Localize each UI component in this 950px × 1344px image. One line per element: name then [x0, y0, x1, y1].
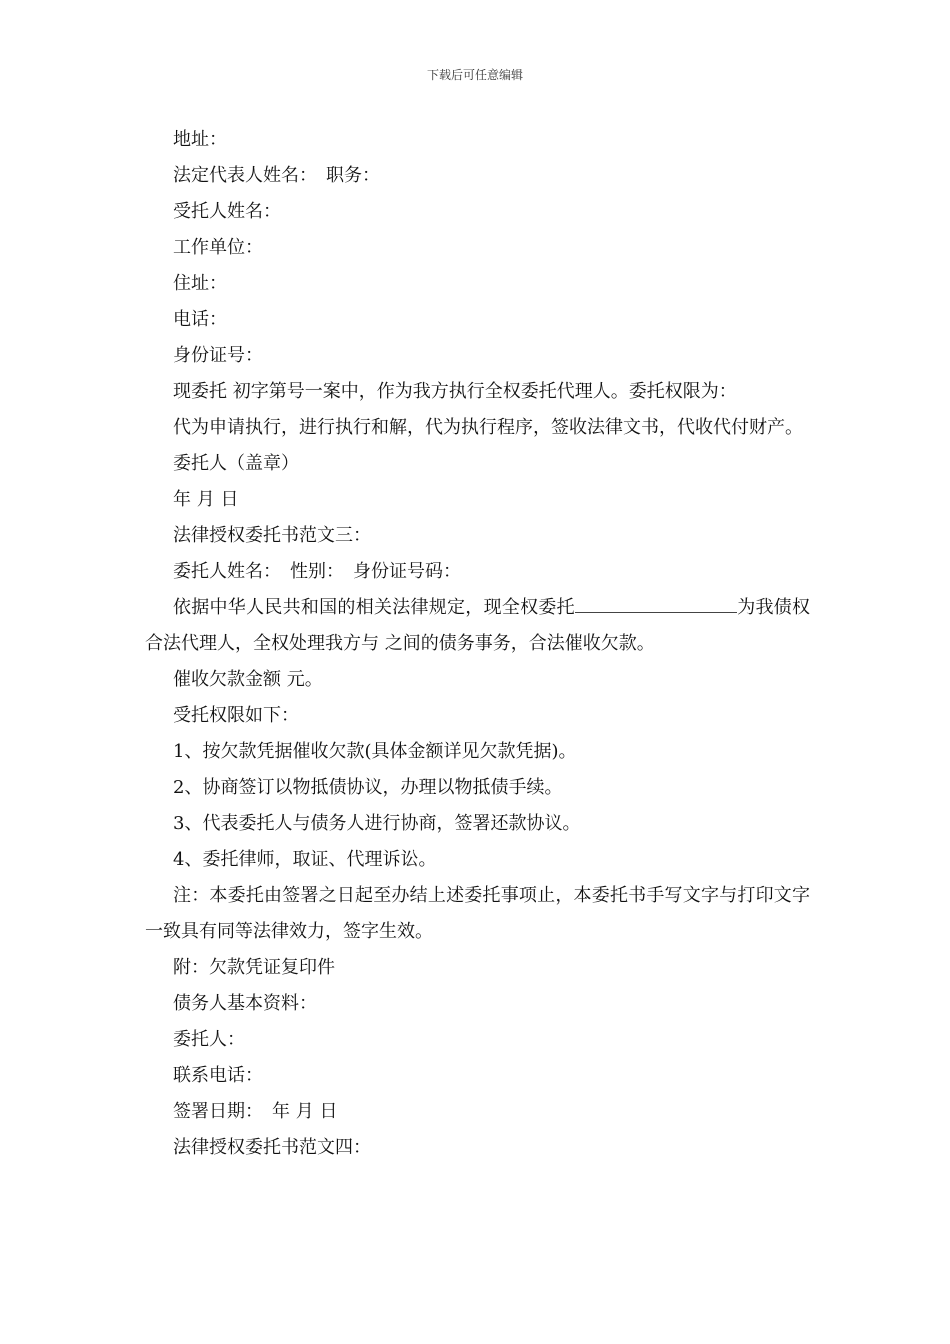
amount-line: 催收欠款金额 元。 — [173, 669, 323, 690]
document-body — [145, 122, 810, 1166]
principal-info-line: 委托人姓名： 性别： 身份证号码： — [173, 561, 461, 582]
limit-item-4: 4、委托律师，取证、代理诉讼。 — [173, 849, 437, 870]
basis-paragraph — [145, 590, 810, 662]
principal-line: 委托人： — [173, 1029, 245, 1050]
address-line: 地址： — [173, 129, 227, 150]
id-number-line: 身份证号： — [173, 345, 263, 366]
sign-date-line: 签署日期： 年 月 日 — [173, 1101, 338, 1122]
residence-line: 住址： — [173, 273, 227, 294]
work-unit-line: 工作单位： — [173, 237, 263, 258]
note-paragraph: 注：本委托由签署之日起至办结上述委托事项止，本委托书手写文字与打印文字一致具有同等法律效力，签字生效。 — [145, 885, 810, 942]
phone-line: 电话： — [173, 309, 227, 330]
basis-text-b: 为我债权合法代理人，全权处理我方与 之间的债务事务，合法催收欠款。 — [145, 597, 810, 654]
legal-rep-line: 法定代表人姓名： 职务： — [173, 165, 380, 186]
sample-three-title: 法律授权委托书范文三： — [173, 525, 371, 546]
debtor-info-line: 债务人基本资料： — [173, 993, 317, 1014]
limit-item-1: 1、按欠款凭据催收欠款(具体金额详见欠款凭据)。 — [173, 741, 577, 762]
limits-title: 受托权限如下： — [173, 705, 299, 726]
basis-text-a: 依据中华人民共和国的相关法律规定，现全权委托 — [173, 597, 575, 618]
page-header-note: 下载后可任意编辑 — [426, 68, 523, 82]
contact-phone-line: 联系电话： — [173, 1065, 263, 1086]
date-line: 年 月 日 — [173, 489, 239, 510]
agent-blank-underline — [575, 596, 737, 613]
scope-paragraph: 代为申请执行，进行执行和解，代为执行程序，签收法律文书，代收代付财产。 — [173, 417, 803, 438]
attachment-line: 附：欠款凭证复印件 — [173, 957, 335, 978]
limit-item-2: 2、协商签订以物抵债协议，办理以物抵债手续。 — [173, 777, 563, 798]
agent-name-line: 受托人姓名： — [173, 201, 281, 222]
principal-seal-line: 委托人（盖章） — [173, 453, 299, 474]
appointment-line: 现委托 初字第号一案中，作为我方执行全权委托代理人。委托权限为： — [173, 381, 737, 402]
limit-item-3: 3、代表委托人与债务人进行协商，签署还款协议。 — [173, 813, 581, 834]
sample-four-title: 法律授权委托书范文四： — [173, 1137, 371, 1158]
